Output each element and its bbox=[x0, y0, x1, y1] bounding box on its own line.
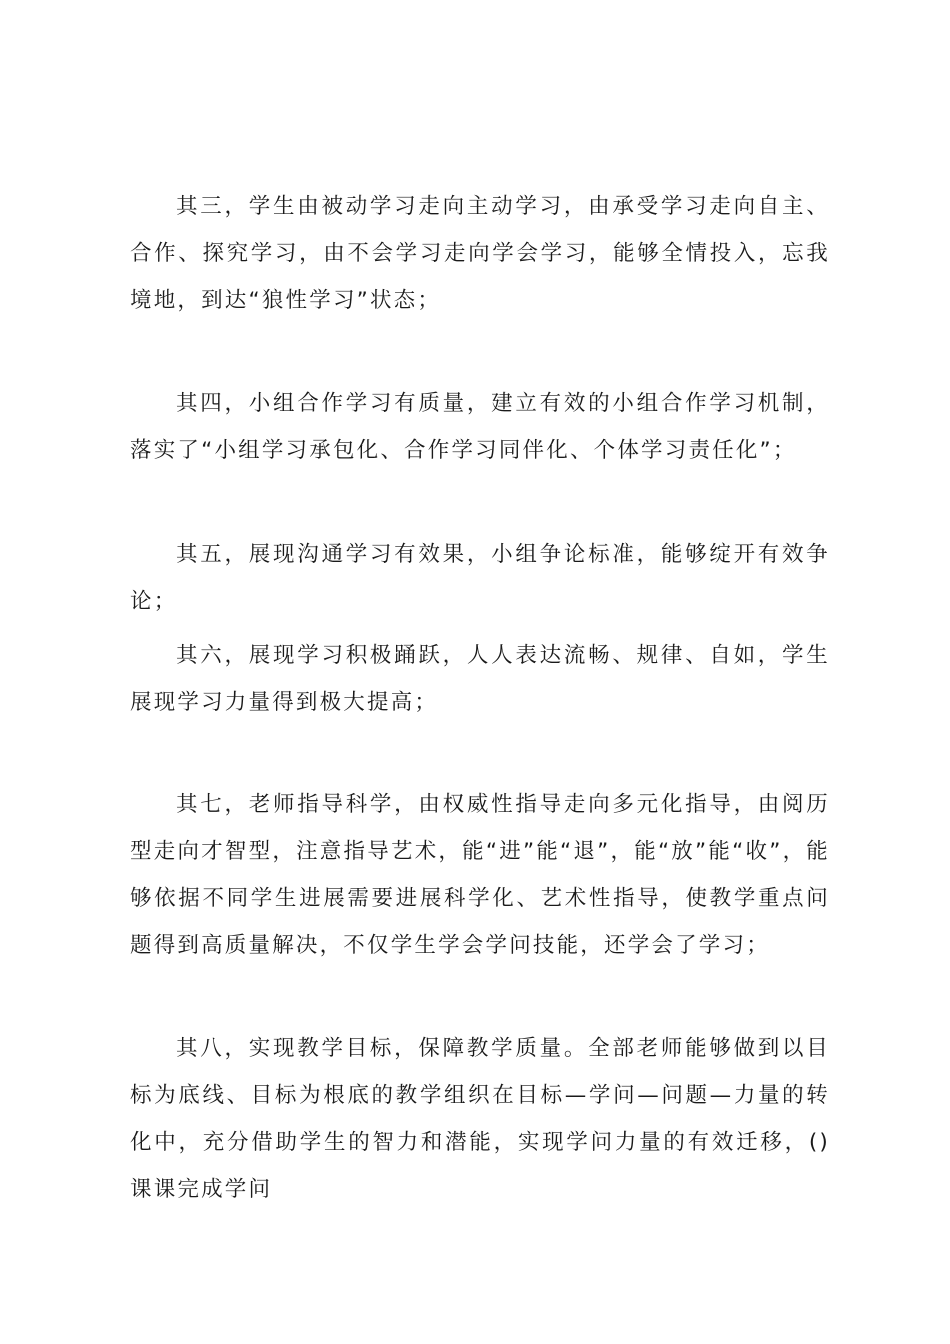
paragraph-fourth: 其四，小组合作学习有质量，建立有效的小组合作学习机制，落实了“小组学习承包化、合作学习同伴化、个体学习责任化”； bbox=[130, 391, 830, 463]
paragraph-fifth: 其五，展现沟通学习有效果，小组争论标准，能够绽开有效争论； bbox=[130, 542, 830, 614]
paragraph-sixth: 其六，展现学习积极踊跃，人人表达流畅、规律、自如，学生展现学习力量得到极大提高； bbox=[130, 643, 830, 715]
paragraph-seventh: 其七，老师指导科学，由权威性指导走向多元化指导，由阅历型走向才智型，注意指导艺术，能“进”能“退”，能“放”能“收”，能够依据不同学生进展需要进展科学化、艺术性指导，使教学重点问题得到高质量解决，不仅学生学会学问技能，还学会了学习； bbox=[130, 792, 830, 958]
paragraph-eighth: 其八，实现教学目标，保障教学质量。全部老师能够做到以目标为底线、目标为根底的教学组织在目标—学问—问题—力量的转化中，充分借助学生的智力和潜能，实现学问力量的有效迁移，()课课完成学问 bbox=[130, 1036, 830, 1202]
paragraph-third: 其三，学生由被动学习走向主动学习，由承受学习走向自主、合作、探究学习，由不会学习走向学会学习，能够全情投入，忘我境地，到达“狼性学习”状态； bbox=[130, 194, 830, 313]
